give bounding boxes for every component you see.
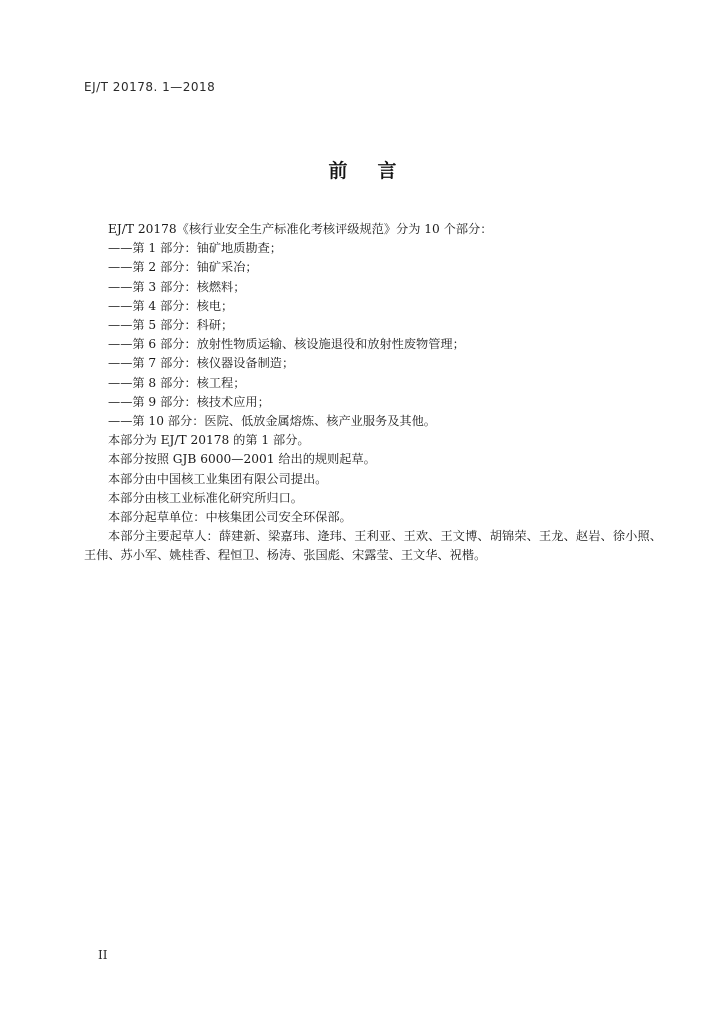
statement-paragraph: 本部分为 EJ/T 20178 的第 1 部分。 <box>108 433 310 448</box>
statement-paragraph: 本部分由核工业标准化研究所归口。 <box>108 490 303 505</box>
list-item: ——第 2 部分：铀矿采冶； <box>108 260 258 275</box>
list-item: ——第 5 部分：科研； <box>108 318 234 333</box>
statement-paragraph: 本部分由中国核工业集团有限公司提出。 <box>108 471 328 486</box>
list-item: ——第 3 部分：核燃料； <box>108 279 246 294</box>
page-number: II <box>98 948 108 962</box>
parts-list <box>84 239 662 431</box>
standard-code: EJ/T 20178. 1—2018 <box>84 80 216 94</box>
drafters-paragraph: 本部分主要起草人：薛建新、梁嘉玮、逄玮、王利亚、王欢、王文博、胡锦荣、王龙、赵岩、徐小照、王伟、苏小军、姚桂香、程恒卫、杨涛、张国彪、宋露莹、王文华、祝楷。 <box>84 529 662 563</box>
foreword-body <box>84 220 662 566</box>
list-item: ——第 9 部分：核技术应用； <box>108 394 270 409</box>
list-item: ——第 10 部分：医院、低放金属熔炼、核产业服务及其他。 <box>108 414 436 429</box>
statement-paragraph: 本部分按照 GJB 6000—2001 给出的规则起草。 <box>108 452 376 467</box>
page-title: 前言 <box>328 160 427 182</box>
intro-paragraph: EJ/T 20178《核行业安全生产标准化考核评级规范》分为 10 个部分： <box>108 222 493 236</box>
list-item: ——第 8 部分：核工程； <box>108 375 246 390</box>
list-item: ——第 7 部分：核仪器设备制造； <box>108 356 295 371</box>
list-item: ——第 1 部分：铀矿地质勘查； <box>108 241 282 256</box>
list-item: ——第 6 部分：放射性物质运输、核设施退役和放射性废物管理； <box>108 337 465 352</box>
statement-paragraph: 本部分起草单位：中核集团公司安全环保部。 <box>108 510 352 525</box>
list-item: ——第 4 部分：核电； <box>108 298 234 313</box>
